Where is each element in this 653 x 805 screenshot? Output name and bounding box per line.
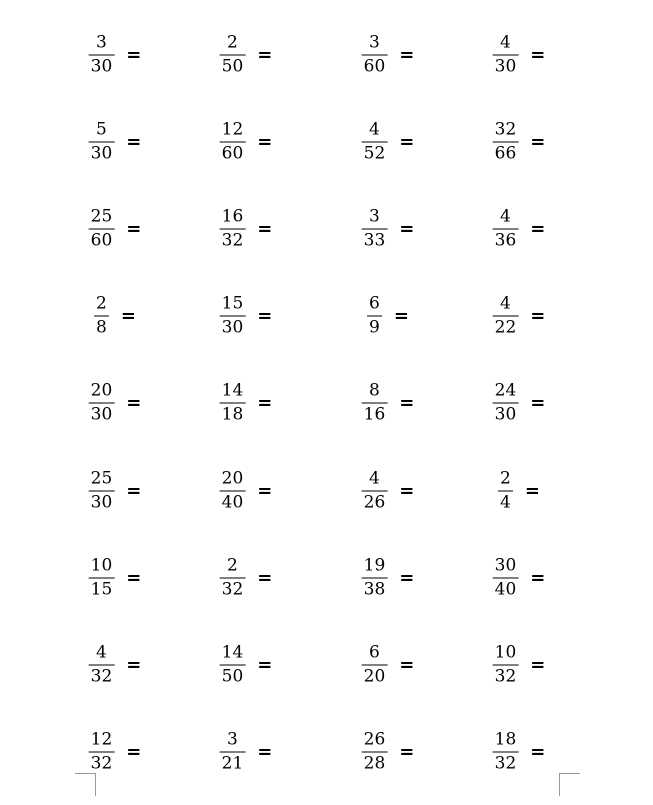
fraction-problem xyxy=(362,119,415,164)
denominator: 18 xyxy=(221,404,244,425)
equals-sign: = xyxy=(257,218,273,240)
fraction-problem xyxy=(498,468,540,513)
equals-sign: = xyxy=(126,131,142,153)
equals-sign: = xyxy=(399,741,415,763)
denominator: 28 xyxy=(363,753,386,774)
denominator: 38 xyxy=(363,579,386,600)
numerator: 10 xyxy=(494,642,517,663)
fraction-problem xyxy=(89,729,142,774)
denominator: 15 xyxy=(90,579,113,600)
numerator: 3 xyxy=(96,32,107,53)
fraction xyxy=(362,206,388,251)
equals-sign: = xyxy=(126,480,142,502)
numerator: 2 xyxy=(500,468,511,489)
equals-sign: = xyxy=(257,480,273,502)
numerator: 4 xyxy=(369,468,380,489)
fraction xyxy=(362,642,388,687)
fraction-problem xyxy=(493,206,546,251)
equals-sign: = xyxy=(530,44,546,66)
equals-sign: = xyxy=(126,741,142,763)
equals-sign: = xyxy=(126,654,142,676)
fraction-problem xyxy=(493,293,546,338)
fraction xyxy=(493,119,519,164)
denominator: 50 xyxy=(221,666,244,687)
equals-sign: = xyxy=(530,218,546,240)
numerator: 25 xyxy=(90,468,113,489)
denominator: 16 xyxy=(363,404,386,425)
equals-sign: = xyxy=(126,392,142,414)
numerator: 30 xyxy=(494,555,517,576)
fraction-problem xyxy=(493,642,546,687)
equals-sign: = xyxy=(126,218,142,240)
fraction xyxy=(493,729,519,774)
numerator: 14 xyxy=(221,642,244,663)
numerator: 4 xyxy=(369,119,380,140)
numerator: 12 xyxy=(90,729,113,750)
fraction xyxy=(89,555,115,600)
fraction xyxy=(220,729,246,774)
denominator: 50 xyxy=(221,56,244,77)
fraction xyxy=(89,380,115,425)
fraction xyxy=(493,32,519,77)
fraction xyxy=(493,642,519,687)
fraction xyxy=(362,380,388,425)
fraction-problem xyxy=(362,642,415,687)
denominator: 60 xyxy=(90,230,113,251)
equals-sign: = xyxy=(530,567,546,589)
fraction-problem xyxy=(220,293,273,338)
numerator: 20 xyxy=(221,468,244,489)
numerator: 26 xyxy=(363,729,386,750)
equals-sign: = xyxy=(524,480,540,502)
fraction xyxy=(493,555,519,600)
fraction xyxy=(220,555,246,600)
fraction xyxy=(498,468,513,513)
fraction-problem xyxy=(220,468,273,513)
page-corner-mark-left xyxy=(75,773,96,796)
denominator: 8 xyxy=(96,317,107,338)
fraction-problem xyxy=(493,555,546,600)
denominator: 36 xyxy=(494,230,517,251)
numerator: 4 xyxy=(500,32,511,53)
equals-sign: = xyxy=(530,305,546,327)
fraction-problem xyxy=(220,380,273,425)
numerator: 4 xyxy=(500,293,511,314)
denominator: 32 xyxy=(90,753,113,774)
fraction xyxy=(220,380,246,425)
numerator: 4 xyxy=(500,206,511,227)
denominator: 30 xyxy=(90,492,113,513)
numerator: 32 xyxy=(494,119,517,140)
denominator: 30 xyxy=(90,404,113,425)
fraction-problem xyxy=(89,32,142,77)
fraction xyxy=(493,293,519,338)
fraction xyxy=(89,119,115,164)
denominator: 4 xyxy=(500,492,511,513)
denominator: 26 xyxy=(363,492,386,513)
fraction-problem xyxy=(220,32,273,77)
fraction xyxy=(89,32,115,77)
equals-sign: = xyxy=(399,131,415,153)
denominator: 40 xyxy=(494,579,517,600)
fraction xyxy=(89,206,115,251)
equals-sign: = xyxy=(530,654,546,676)
fraction-problem xyxy=(362,32,415,77)
numerator: 14 xyxy=(221,380,244,401)
equals-sign: = xyxy=(257,392,273,414)
fraction-problem xyxy=(220,729,273,774)
denominator: 60 xyxy=(221,143,244,164)
fraction-problem xyxy=(220,555,273,600)
fraction-problem xyxy=(89,468,142,513)
denominator: 9 xyxy=(369,317,380,338)
fraction xyxy=(89,729,115,774)
fraction xyxy=(220,642,246,687)
equals-sign: = xyxy=(393,305,409,327)
numerator: 15 xyxy=(221,293,244,314)
numerator: 3 xyxy=(369,206,380,227)
denominator: 20 xyxy=(363,666,386,687)
fraction-problem xyxy=(493,119,546,164)
equals-sign: = xyxy=(126,567,142,589)
denominator: 32 xyxy=(221,230,244,251)
fraction-problem xyxy=(220,206,273,251)
denominator: 66 xyxy=(494,143,517,164)
denominator: 30 xyxy=(221,317,244,338)
equals-sign: = xyxy=(530,392,546,414)
equals-sign: = xyxy=(120,305,136,327)
equals-sign: = xyxy=(126,44,142,66)
denominator: 60 xyxy=(363,56,386,77)
numerator: 6 xyxy=(369,293,380,314)
numerator: 2 xyxy=(96,293,107,314)
fraction xyxy=(362,119,388,164)
denominator: 33 xyxy=(363,230,386,251)
fraction-problem xyxy=(220,119,273,164)
denominator: 30 xyxy=(494,56,517,77)
fraction-problem xyxy=(493,32,546,77)
equals-sign: = xyxy=(530,741,546,763)
fraction-problem xyxy=(493,380,546,425)
numerator: 5 xyxy=(96,119,107,140)
fraction xyxy=(362,729,388,774)
fraction-problem xyxy=(362,206,415,251)
numerator: 19 xyxy=(363,555,386,576)
denominator: 52 xyxy=(363,143,386,164)
equals-sign: = xyxy=(399,654,415,676)
fraction xyxy=(89,642,115,687)
numerator: 2 xyxy=(227,555,238,576)
fraction-problem xyxy=(89,380,142,425)
fraction-problem xyxy=(94,293,136,338)
fraction xyxy=(493,380,519,425)
numerator: 3 xyxy=(227,729,238,750)
numerator: 2 xyxy=(227,32,238,53)
denominator: 30 xyxy=(494,404,517,425)
fraction xyxy=(362,468,388,513)
numerator: 3 xyxy=(369,32,380,53)
numerator: 6 xyxy=(369,642,380,663)
fraction xyxy=(220,206,246,251)
equals-sign: = xyxy=(399,392,415,414)
fraction xyxy=(220,32,246,77)
fraction xyxy=(493,206,519,251)
numerator: 12 xyxy=(221,119,244,140)
numerator: 25 xyxy=(90,206,113,227)
denominator: 32 xyxy=(494,666,517,687)
numerator: 24 xyxy=(494,380,517,401)
fraction xyxy=(89,468,115,513)
equals-sign: = xyxy=(399,567,415,589)
equals-sign: = xyxy=(530,131,546,153)
fraction-problem xyxy=(362,729,415,774)
fraction xyxy=(367,293,382,338)
numerator: 20 xyxy=(90,380,113,401)
fraction xyxy=(94,293,109,338)
numerator: 10 xyxy=(90,555,113,576)
fraction-problem xyxy=(493,729,546,774)
fraction xyxy=(220,468,246,513)
denominator: 32 xyxy=(221,579,244,600)
denominator: 30 xyxy=(90,56,113,77)
fraction-problem xyxy=(89,206,142,251)
denominator: 40 xyxy=(221,492,244,513)
denominator: 32 xyxy=(494,753,517,774)
equals-sign: = xyxy=(257,654,273,676)
denominator: 22 xyxy=(494,317,517,338)
fraction-problem xyxy=(89,642,142,687)
equals-sign: = xyxy=(257,305,273,327)
numerator: 16 xyxy=(221,206,244,227)
denominator: 30 xyxy=(90,143,113,164)
numerator: 4 xyxy=(96,642,107,663)
fraction xyxy=(362,555,388,600)
fraction-problem xyxy=(89,119,142,164)
equals-sign: = xyxy=(399,44,415,66)
equals-sign: = xyxy=(257,44,273,66)
equals-sign: = xyxy=(257,741,273,763)
denominator: 21 xyxy=(221,753,244,774)
numerator: 8 xyxy=(369,380,380,401)
equals-sign: = xyxy=(399,480,415,502)
page-corner-mark-right xyxy=(559,773,580,796)
equals-sign: = xyxy=(399,218,415,240)
fraction-problem xyxy=(362,555,415,600)
equals-sign: = xyxy=(257,567,273,589)
numerator: 18 xyxy=(494,729,517,750)
fraction-problem xyxy=(362,468,415,513)
equals-sign: = xyxy=(257,131,273,153)
denominator: 32 xyxy=(90,666,113,687)
fraction xyxy=(220,293,246,338)
fraction xyxy=(220,119,246,164)
fraction xyxy=(362,32,388,77)
fraction-problem xyxy=(367,293,409,338)
fraction-problem xyxy=(362,380,415,425)
fraction-problem xyxy=(89,555,142,600)
fraction-problem xyxy=(220,642,273,687)
